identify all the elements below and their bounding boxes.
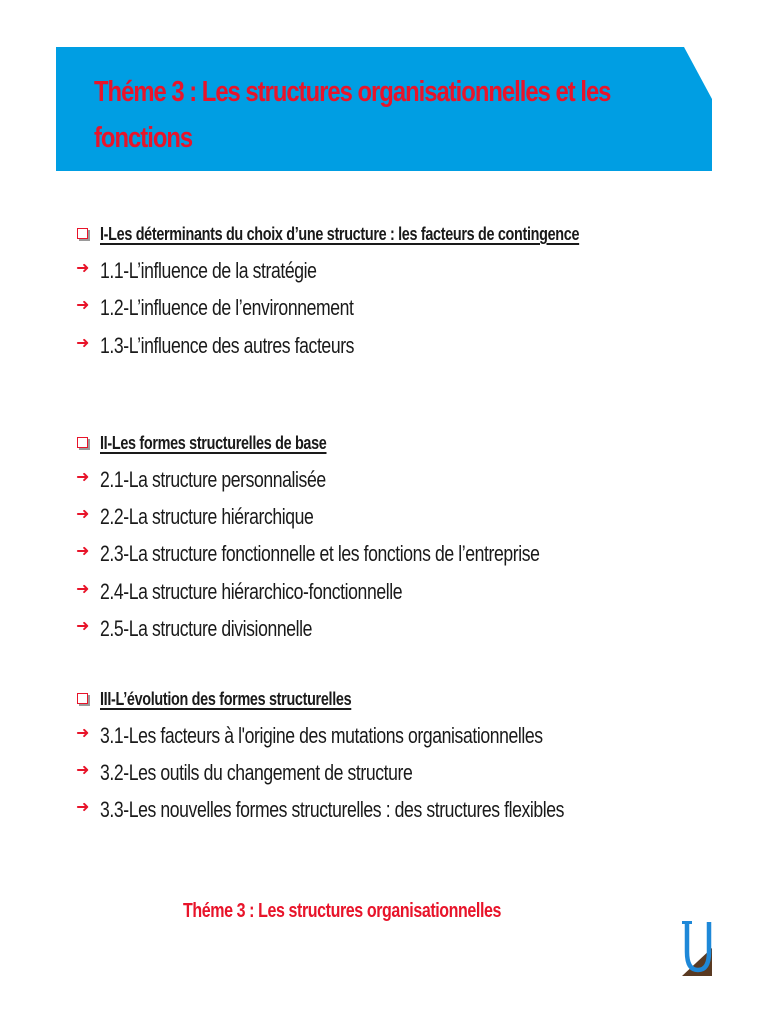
arrow-right-icon: ➜ bbox=[76, 505, 90, 523]
list-item-label: 2.3-La structure fonctionnelle et les fonctions de l’entreprise bbox=[100, 541, 540, 566]
footer-title: Théme 3 : Les structures organisationnelles bbox=[183, 900, 502, 922]
list-item bbox=[76, 504, 367, 534]
list-item-label: 2.4-La structure hiérarchico-fonctionnelle bbox=[100, 579, 403, 604]
list-item-label: 1.1-L’influence de la stratégie bbox=[100, 258, 317, 283]
arrow-right-icon: ➜ bbox=[76, 761, 90, 779]
page-title-line-2: fonctions bbox=[94, 122, 193, 154]
list-item bbox=[76, 295, 417, 325]
arrow-right-icon: ➜ bbox=[76, 542, 90, 560]
list-item bbox=[76, 541, 649, 571]
section-heading-2 bbox=[76, 433, 383, 463]
arrow-right-icon: ➜ bbox=[76, 617, 90, 635]
list-item bbox=[76, 760, 490, 790]
list-item-label: 3.3-Les nouvelles formes structurelles : des structures flexibles bbox=[100, 797, 565, 822]
u-logo-icon bbox=[678, 918, 714, 978]
arrow-right-icon: ➜ bbox=[76, 334, 90, 352]
checkbox-icon bbox=[76, 226, 100, 244]
arrow-right-icon: ➜ bbox=[76, 724, 90, 742]
page-title-line-1: Théme 3 : Les structures organisationnelles et les bbox=[94, 76, 611, 108]
section-heading-label: I-Les déterminants du choix d’une structure : les facteurs de contingence bbox=[100, 224, 580, 244]
arrow-right-icon: ➜ bbox=[76, 259, 90, 277]
checkbox-icon bbox=[76, 435, 100, 453]
list-item-label: 2.2-La structure hiérarchique bbox=[100, 504, 314, 529]
section-heading-3 bbox=[76, 689, 414, 719]
list-item bbox=[76, 723, 653, 753]
section-heading-label: II-Les formes structurelles de base bbox=[100, 433, 327, 453]
checkbox-icon bbox=[76, 691, 100, 709]
arrow-right-icon: ➜ bbox=[76, 798, 90, 816]
list-item bbox=[76, 258, 371, 288]
list-item-label: 2.5-La structure divisionnelle bbox=[100, 616, 313, 641]
arrow-right-icon: ➜ bbox=[76, 580, 90, 598]
list-item bbox=[76, 467, 382, 497]
section-heading-1 bbox=[76, 224, 699, 254]
list-item-label: 1.2-L’influence de l’environnement bbox=[100, 295, 354, 320]
arrow-right-icon: ➜ bbox=[76, 296, 90, 314]
list-item-label: 2.1-La structure personnalisée bbox=[100, 467, 326, 492]
list-item bbox=[76, 797, 680, 827]
section-heading-label: III-L’évolution des formes structurelles bbox=[100, 689, 352, 709]
list-item-label: 1.3-L’influence des autres facteurs bbox=[100, 333, 355, 358]
arrow-right-icon: ➜ bbox=[76, 468, 90, 486]
list-item-label: 3.1-Les facteurs à l'origine des mutations organisationnelles bbox=[100, 723, 543, 748]
list-item bbox=[76, 333, 418, 363]
list-item-label: 3.2-Les outils du changement de structure bbox=[100, 760, 413, 785]
list-item bbox=[76, 616, 365, 646]
list-item bbox=[76, 579, 478, 609]
